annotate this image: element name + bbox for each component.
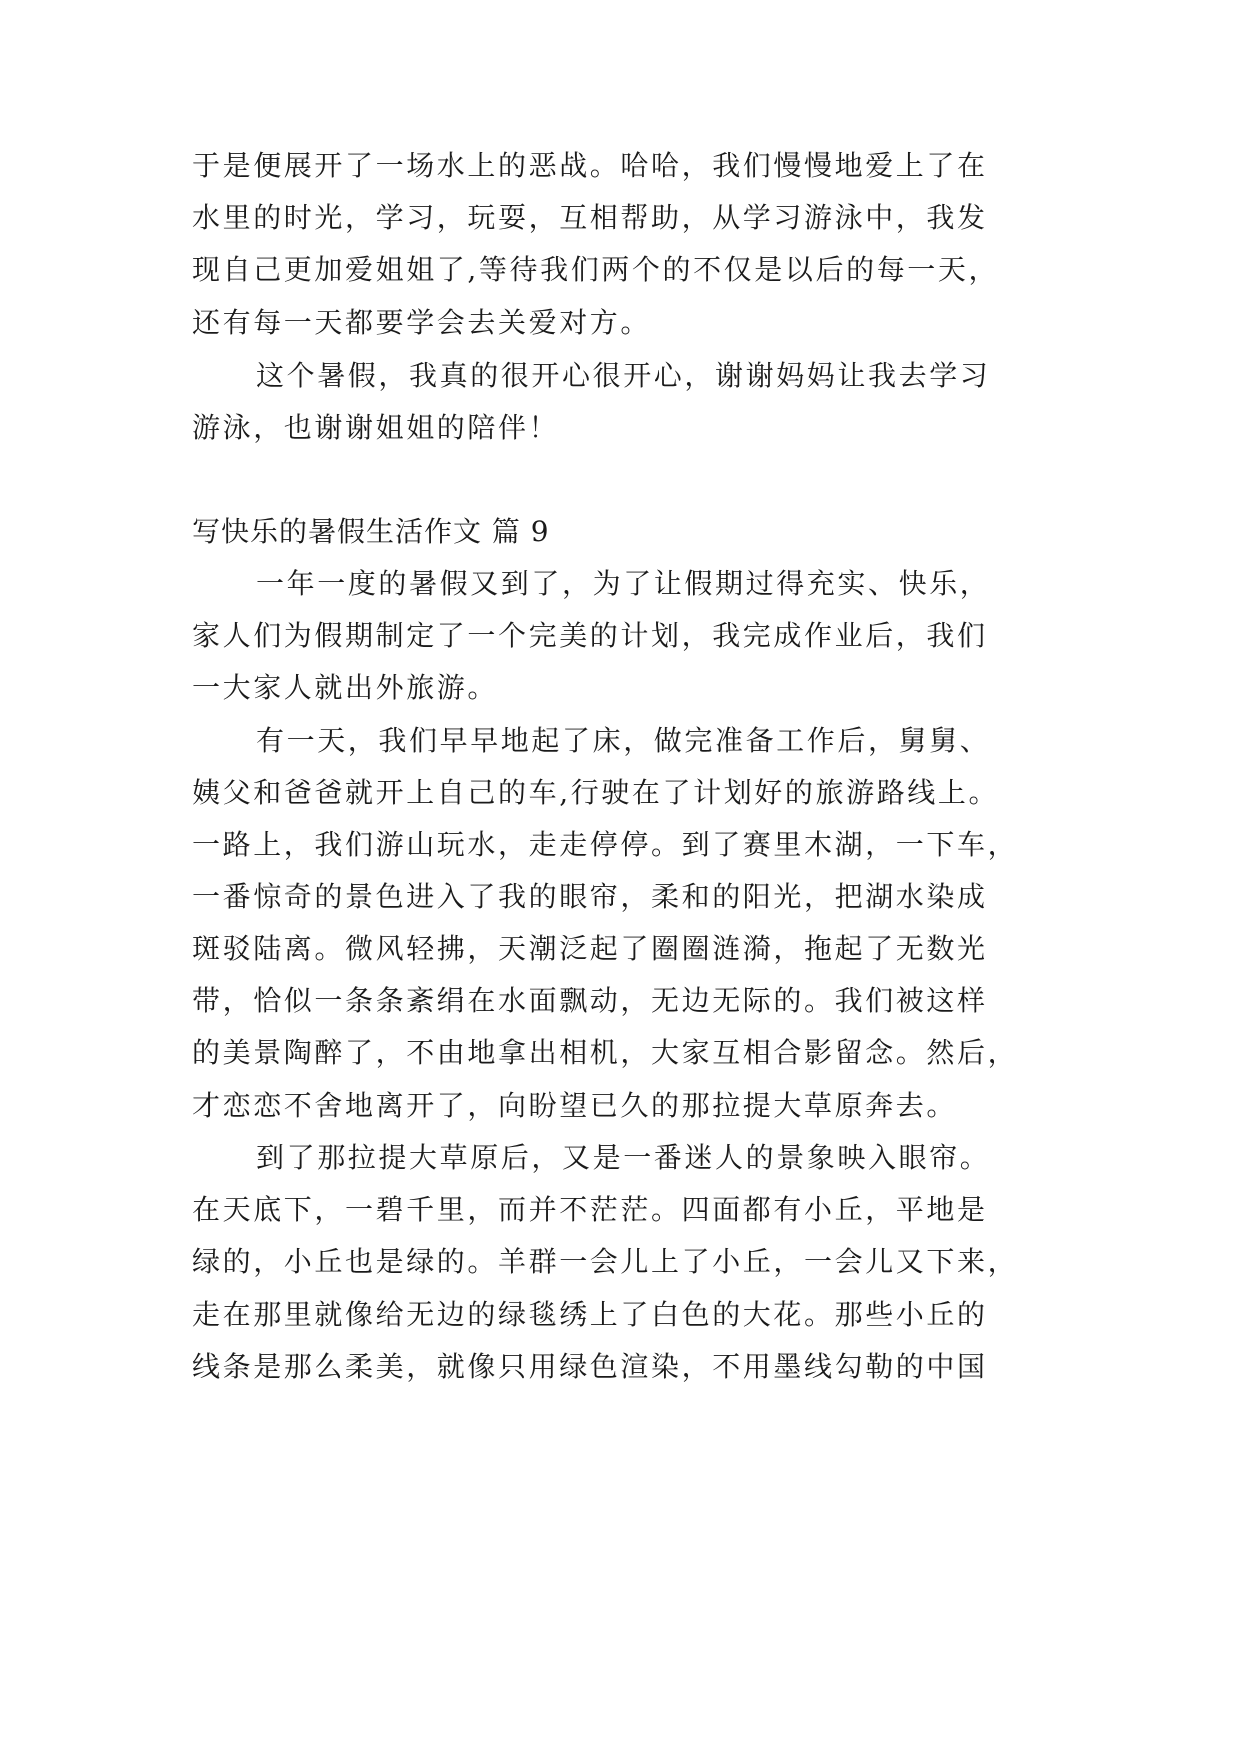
paragraph-start-line: 一年一度的暑假又到了，为了让假期过得充实、快乐，	[256, 567, 991, 600]
text-line: 绿的，小丘也是绿的。羊群一会儿上了小丘，一会儿又下来，	[192, 1245, 1019, 1278]
text-line: 姨父和爸爸就开上自己的车,行驶在了计划好的旅游路线上。	[192, 776, 1000, 809]
text-line: 游泳，也谢谢姐姐的陪伴！	[192, 411, 560, 444]
text-line: 一路上，我们游山玩水，走走停停。到了赛里木湖，一下车，	[192, 828, 1019, 861]
text-line: 一大家人就出外旅游。	[192, 671, 499, 704]
section-title: 写快乐的暑假生活作文 篇 9	[192, 515, 550, 548]
text-line: 一番惊奇的景色进入了我的眼帘，柔和的阳光，把湖水染成	[192, 880, 988, 913]
text-line: 还有每一天都要学会去关爱对方。	[192, 306, 652, 339]
text-line: 的美景陶醉了，不由地拿出相机，大家互相合影留念。然后，	[192, 1036, 1019, 1069]
text-line: 在天底下，一碧千里，而并不茫茫。四面都有小丘，平地是	[192, 1193, 988, 1226]
text-line: 水里的时光，学习，玩耍，互相帮助，从学习游泳中，我发	[192, 201, 988, 234]
text-line: 走在那里就像给无边的绿毯绣上了白色的大花。那些小丘的	[192, 1298, 988, 1331]
paragraph-start-line: 到了那拉提大草原后，又是一番迷人的景象映入眼帘。	[256, 1141, 991, 1174]
paragraph-start-line: 有一天，我们早早地起了床，做完准备工作后，舅舅、	[256, 724, 991, 757]
text-line: 现自己更加爱姐姐了,等待我们两个的不仅是以后的每一天，	[192, 253, 1000, 286]
text-line: 带，恰似一条条紊绢在水面飘动，无边无际的。我们被这样	[192, 984, 988, 1017]
text-line: 线条是那么柔美，就像只用绿色渲染，不用墨线勾勒的中国	[192, 1350, 988, 1383]
text-line: 才恋恋不舍地离开了，向盼望已久的那拉提大草原奔去。	[192, 1089, 958, 1122]
text-line: 家人们为假期制定了一个完美的计划，我完成作业后，我们	[192, 619, 988, 652]
paragraph-start-line: 这个暑假，我真的很开心很开心，谢谢妈妈让我去学习	[256, 359, 991, 392]
text-line: 于是便展开了一场水上的恶战。哈哈，我们慢慢地爱上了在	[192, 149, 988, 182]
text-line: 斑驳陆离。微风轻拂，天潮泛起了圈圈涟漪，拖起了无数光	[192, 932, 988, 965]
